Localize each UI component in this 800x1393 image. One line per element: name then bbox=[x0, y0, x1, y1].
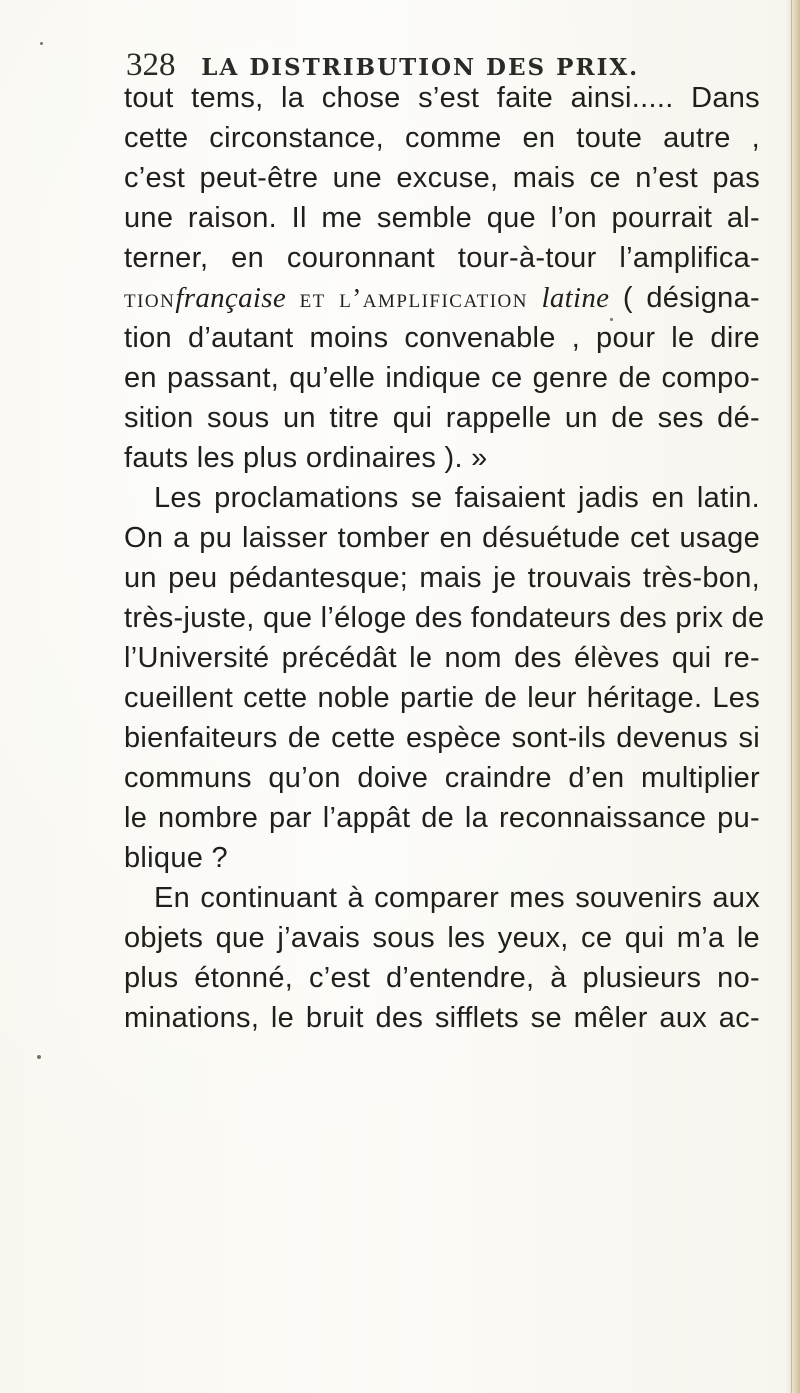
text-line: En continuant à comparer mes souvenirs aux bbox=[154, 882, 760, 914]
text-line bbox=[124, 278, 760, 318]
page-number: 328 bbox=[126, 47, 176, 83]
text-line: en passant, qu’elle indique ce genre de compo- bbox=[124, 362, 760, 394]
text-fragment: ( désigna- bbox=[622, 282, 761, 314]
text-line: objets que j’avais sous les yeux, ce qui m’a le bbox=[124, 922, 760, 954]
text-line: cueillent cette noble partie de leur héritage. Les bbox=[124, 682, 760, 714]
text-line: terner, en couronnant tour-à-tour l’amplifica- bbox=[124, 242, 760, 274]
text-line: blique ? bbox=[124, 842, 228, 874]
text-line: un peu pédantesque; mais je trouvais très-bon, bbox=[124, 562, 760, 594]
body-text bbox=[124, 78, 765, 1038]
text-line: communs qu’on doive craindre d’en multiplier bbox=[124, 762, 760, 794]
text-line: cette circonstance, comme en toute autre , bbox=[124, 122, 760, 154]
text-line: tout tems, la chose s’est faite ainsi..... Dans bbox=[124, 82, 760, 114]
text-line: fauts les plus ordinaires ). » bbox=[124, 442, 488, 474]
text-line: On a pu laisser tomber en désuétude cet usage bbox=[124, 522, 760, 554]
text-line: tion d’autant moins convenable , pour le dire bbox=[124, 322, 760, 354]
text-line: bienfaiteurs de cette espèce sont-ils devenus si bbox=[124, 722, 760, 754]
text-line: c’est peut-être une excuse, mais ce n’est pas bbox=[124, 162, 760, 194]
italic-word: française bbox=[175, 282, 287, 314]
text-line: une raison. Il me semble que l’on pourrait al- bbox=[124, 202, 760, 234]
small-caps-word: et l’amplification bbox=[299, 283, 528, 313]
italic-word: latine bbox=[541, 282, 610, 314]
page-edge-line bbox=[791, 0, 792, 1393]
text-line: très-juste, que l’éloge des fondateurs des prix de bbox=[124, 602, 765, 634]
text-line: l’Université précédât le nom des élèves qui re- bbox=[124, 642, 760, 674]
small-caps-word: tion bbox=[124, 283, 176, 313]
text-line: sition sous un titre qui rappelle un de ses dé- bbox=[124, 402, 760, 434]
text-line: Les proclamations se faisaient jadis en latin. bbox=[154, 482, 760, 514]
text-line: plus étonné, c’est d’entendre, à plusieurs no- bbox=[124, 962, 760, 994]
text-line: le nombre par l’appât de la reconnaissance pu- bbox=[124, 802, 760, 834]
text-line: minations, le bruit des sifflets se mêler aux ac- bbox=[124, 1002, 760, 1034]
paper-speck bbox=[37, 1055, 41, 1059]
paper-speck bbox=[40, 42, 43, 45]
paper-speck bbox=[610, 318, 613, 321]
page-edge bbox=[786, 0, 800, 1393]
running-title: LA DISTRIBUTION DES PRIX. bbox=[201, 54, 640, 81]
